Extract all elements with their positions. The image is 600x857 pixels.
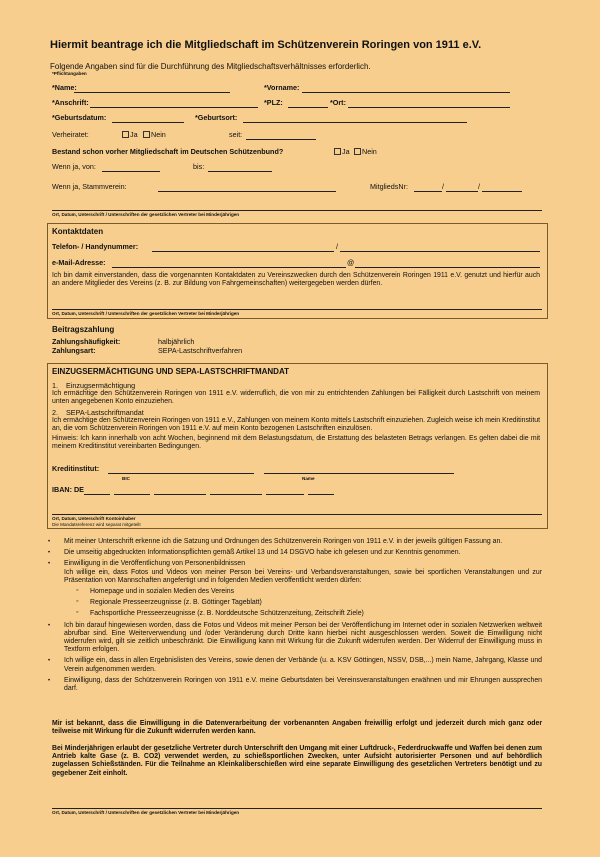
- telefon-field-2[interactable]: [340, 251, 540, 252]
- sepa-item1-text: Ich ermächtige den Schützenverein Roringen von 1911 e.V. widerruflich, die von mir zu entrichtenden Zahlungen bei Fälligkeit durch Lastschrift von meinem unten angegebenen Konto einzuziehen.: [52, 390, 540, 406]
- media-item: ◦ Fachsportliche Presseerzeugnisse (z. B. Norddeutsche Schützenzeitung, Zeitschrift Ziele): [64, 610, 542, 618]
- geburtsdatum-label: *Geburtsdatum:: [52, 113, 107, 122]
- nein-label: Nein: [362, 147, 377, 156]
- plz-field[interactable]: [288, 107, 328, 108]
- checkbox-icon[interactable]: [354, 148, 361, 155]
- geburtsort-label: *Geburtsort:: [195, 113, 238, 122]
- mitgliedsnr-label: MitgliedsNr:: [370, 182, 408, 191]
- media-item: ◦ Homepage und in sozialen Medien des Vereins: [64, 588, 542, 596]
- vorname-label: *Vorname:: [264, 83, 300, 92]
- name-field[interactable]: [74, 92, 230, 93]
- telefon-label: Telefon- / Handynummer:: [52, 242, 139, 251]
- media-item: ◦ Regionale Presseerzeugnisse (z. B. Göttinger Tageblatt): [64, 599, 542, 607]
- page-title: Hiermit beantrage ich die Mitgliedschaft im Schützenverein Roringen von 1911 e.V.: [50, 39, 482, 51]
- stammverein-field[interactable]: [158, 191, 336, 192]
- freq-value: halbjährlich: [158, 337, 195, 346]
- contact-signature-caption: Ort, Datum, Unterschrift / Unterschriften der gesetzlichen Vertreter bei Minderjährigen: [52, 311, 240, 316]
- minor-note: Bei Minderjährigen erlaubt der gesetzliche Vertreter durch Unterschrift den Umgang mit einer Luftdruck-, Federdruckwaffe und Waffen bei denen zum Antrieb kalte Gase (z. B. CO2) verwendet werden, zu schießsportlichen Zwecken, unter Aufsicht autorisierter Personen und auf behördlich zugelassen Schießständen. Für die Teilnahme an Kleinkaliberschießen wird eine separate Einwilligung des gesetzlichen Vertreters benötigt und zu gegebener Zeit einholt.: [52, 745, 542, 777]
- iban-label: IBAN: DE: [52, 485, 84, 494]
- iban-field-2[interactable]: [114, 494, 150, 495]
- mandate-note: Die Mandatsreferenz wird separat mitgeteilt: [52, 522, 141, 527]
- seit-label: seit:: [229, 130, 243, 139]
- email-label: e-Mail-Adresse:: [52, 258, 106, 267]
- ort-label: *Ort:: [330, 98, 346, 107]
- sepa-heading: EINZUGSERMÄCHTIGUNG UND SEPA-LASTSCHRIFTMANDAT: [52, 367, 290, 376]
- dsb-nein[interactable]: [354, 148, 377, 156]
- email-field-2[interactable]: [355, 267, 540, 268]
- bic-caption: BIC: [122, 476, 130, 481]
- stammverein-label: Wenn ja, Stammverein:: [52, 182, 127, 191]
- nein-label: Nein: [151, 130, 166, 139]
- seit-field[interactable]: [246, 139, 316, 140]
- sepa-item2-text: Ich ermächtige den Schützenverein Roringen von 1911 e.V., Zahlungen von meinem Konto mittels Lastschrift einzuziehen. Zugleich weise ich mein Kreditinstitut an, die vom Schützenverein Roringen von 1911 e.V. auf mein Konto bezogenen Lastschriften einzulösen.: [52, 417, 540, 433]
- wenn-ja-von-label: Wenn ja, von:: [52, 162, 96, 171]
- iban-field-4[interactable]: [210, 494, 262, 495]
- fee-heading: Beitragszahlung: [52, 325, 115, 334]
- contact-signature-line[interactable]: [52, 309, 542, 310]
- sepa-item2-title: 2. SEPA-Lastschriftmandat: [52, 408, 144, 417]
- kreditinstitut-label: Kreditinstitut:: [52, 464, 100, 473]
- consent-item: • Einwilligung, dass der Schützenverein Roringen von 1911 e.V. meine Geburtsdaten bei Vereinsveranstaltungen erwähnen und mir Ehrungen aussprechen darf.: [48, 677, 542, 693]
- consent-item: • Mit meiner Unterschrift erkenne ich die Satzung und Ordnungen des Schützenverein Roringen von 1911 e.V. in der jeweils gültigen Fassung an.: [48, 538, 542, 546]
- mitgliedsnr-field-1[interactable]: [414, 191, 442, 192]
- dsb-ja[interactable]: [334, 148, 350, 156]
- consent-item: • Ich bin darauf hingewiesen worden, dass die Fotos und Videos mit meiner Person bei der Veröffentlichung im Internet oder in sozialen Netzwerken weltweit abrufbar sind. Eine Weiterverwendung und /oder Veränderung durch Dritte kann hierbei nicht ausgeschlossen werden. Soweit die Einwilligung nicht widerrufen wird, gilt sie zeitlich unbeschränkt. Die Einwilligung kann mit Wirkung für die Zukunft widerrufen werden. Der Widerruf der Einwilligung muss in Textform erfolgen.: [48, 622, 542, 655]
- name-caption: Name: [302, 476, 315, 481]
- bis-field[interactable]: [208, 171, 272, 172]
- bank-name-field[interactable]: [264, 473, 454, 474]
- checkbox-icon[interactable]: [122, 131, 129, 138]
- contact-box: [47, 223, 548, 319]
- email-field-1[interactable]: [112, 267, 346, 268]
- at-sign: @: [347, 258, 355, 267]
- iban-field-6[interactable]: [308, 494, 334, 495]
- iban-field-3[interactable]: [154, 494, 206, 495]
- sepa-signature-line[interactable]: [52, 514, 542, 515]
- verheiratet-label: Verheiratet:: [52, 130, 89, 139]
- vorname-field[interactable]: [302, 92, 510, 93]
- checkbox-icon[interactable]: [143, 131, 150, 138]
- freq-label: Zahlungshäufigkeit:: [52, 337, 121, 346]
- name-label: *Name:: [52, 83, 77, 92]
- intro-text: Folgende Angaben sind für die Durchführung des Mitgliedschaftsverhältnisses erforderlich.: [50, 62, 371, 71]
- zahlungsart-value: SEPA-Lastschriftverfahren: [158, 346, 243, 355]
- dsb-question: Bestand schon vorher Mitgliedschaft im Deutschen Schützenbund?: [52, 147, 284, 156]
- bic-field[interactable]: [108, 473, 254, 474]
- consent-item-media: [48, 560, 542, 618]
- mitgliedsnr-field-3[interactable]: [482, 191, 522, 192]
- consent-list: [48, 538, 542, 696]
- sepa-signature-caption: Ort, Datum, Unterschrift Kontoinhaber: [52, 516, 136, 521]
- checkbox-icon[interactable]: [334, 148, 341, 155]
- bis-label: bis:: [193, 162, 205, 171]
- anschrift-label: *Anschrift:: [52, 98, 89, 107]
- geburtsort-field[interactable]: [243, 122, 467, 123]
- signature-caption: Ort, Datum, Unterschrift / Unterschriften der gesetzlichen Vertreter bei Minderjährigen: [52, 212, 240, 217]
- pflicht-note: *Pflichtangaben: [52, 71, 87, 76]
- geburtsdatum-field[interactable]: [112, 122, 184, 123]
- telefon-field-1[interactable]: [152, 251, 334, 252]
- final-signature-caption: Ort, Datum, Unterschrift / Unterschriften der gesetzlichen Vertreter bei Minderjährigen: [52, 810, 240, 815]
- consent-item: • Die umseitig abgedruckten Informationspflichten gemäß Artikel 13 und 14 DSGVO habe ich gelesen und zur Kenntnis genommen.: [48, 549, 542, 557]
- signature-line[interactable]: [52, 210, 542, 211]
- plz-label: *PLZ:: [264, 98, 283, 107]
- consent-item: • Ich willige ein, dass in allen Ergebnislisten des Vereins, sowie denen der Verbände (u. a. KSV Göttingen, NSSV, DSB,...) mein Name, Jahrgang, Klasse und Verein aufgenommen werden.: [48, 657, 542, 673]
- sepa-hinweis: Hinweis: Ich kann innerhalb von acht Wochen, beginnend mit dem Belastungsdatum, die Erstattung des belasteten Betrags verlangen. Es gelten dabei die mit meinem Kreditinstitut vereinbarten Bedingungen.: [52, 435, 540, 451]
- contact-consent: Ich bin damit einverstanden, dass die vorgenannten Kontaktdaten zu Vereinszwecken durch den Schützenverein Roringen 1911 e.V. genutzt und hierfür auch an andere Mitglieder des Vereins (z. B. zur Bildung von Fahrgemeinschaften) weitergegeben werden dürfen.: [52, 272, 540, 288]
- verheiratet-ja[interactable]: [122, 131, 138, 139]
- voluntary-note: Mir ist bekannt, dass die Einwilligung in die Datenverarbeitung der vorbenannten Angaben freiwillig erfolgt und jederzeit durch mich ganz oder teilweise mit Wirkung für die Zukunft widerrufen werden kann.: [52, 720, 542, 736]
- von-field[interactable]: [102, 171, 160, 172]
- sepa-item1-title: 1. Einzugsermächtigung: [52, 381, 136, 390]
- ort-field[interactable]: [348, 107, 510, 108]
- iban-field-1[interactable]: [84, 494, 110, 495]
- ja-label: Ja: [342, 147, 350, 156]
- ja-label: Ja: [130, 130, 138, 139]
- mitgliedsnr-field-2[interactable]: [446, 191, 478, 192]
- zahlungsart-label: Zahlungsart:: [52, 346, 96, 355]
- contact-heading: Kontaktdaten: [52, 227, 104, 236]
- media-intro: • Einwilligung in die Veröffentlichung von Personenbildnissen Ich willige ein, dass Fotos und Videos von meiner Person bei Vereins- und Verbandsveranstaltungen, sowie bei sportlichen Veranstaltungen und zur Präsentation von Mannschaften angefertigt und in folgenden Medien veröffentlicht werden dürfen:: [64, 560, 542, 584]
- anschrift-field[interactable]: [90, 107, 258, 108]
- verheiratet-nein[interactable]: [143, 131, 166, 139]
- final-signature-line[interactable]: [52, 808, 542, 809]
- iban-field-5[interactable]: [266, 494, 304, 495]
